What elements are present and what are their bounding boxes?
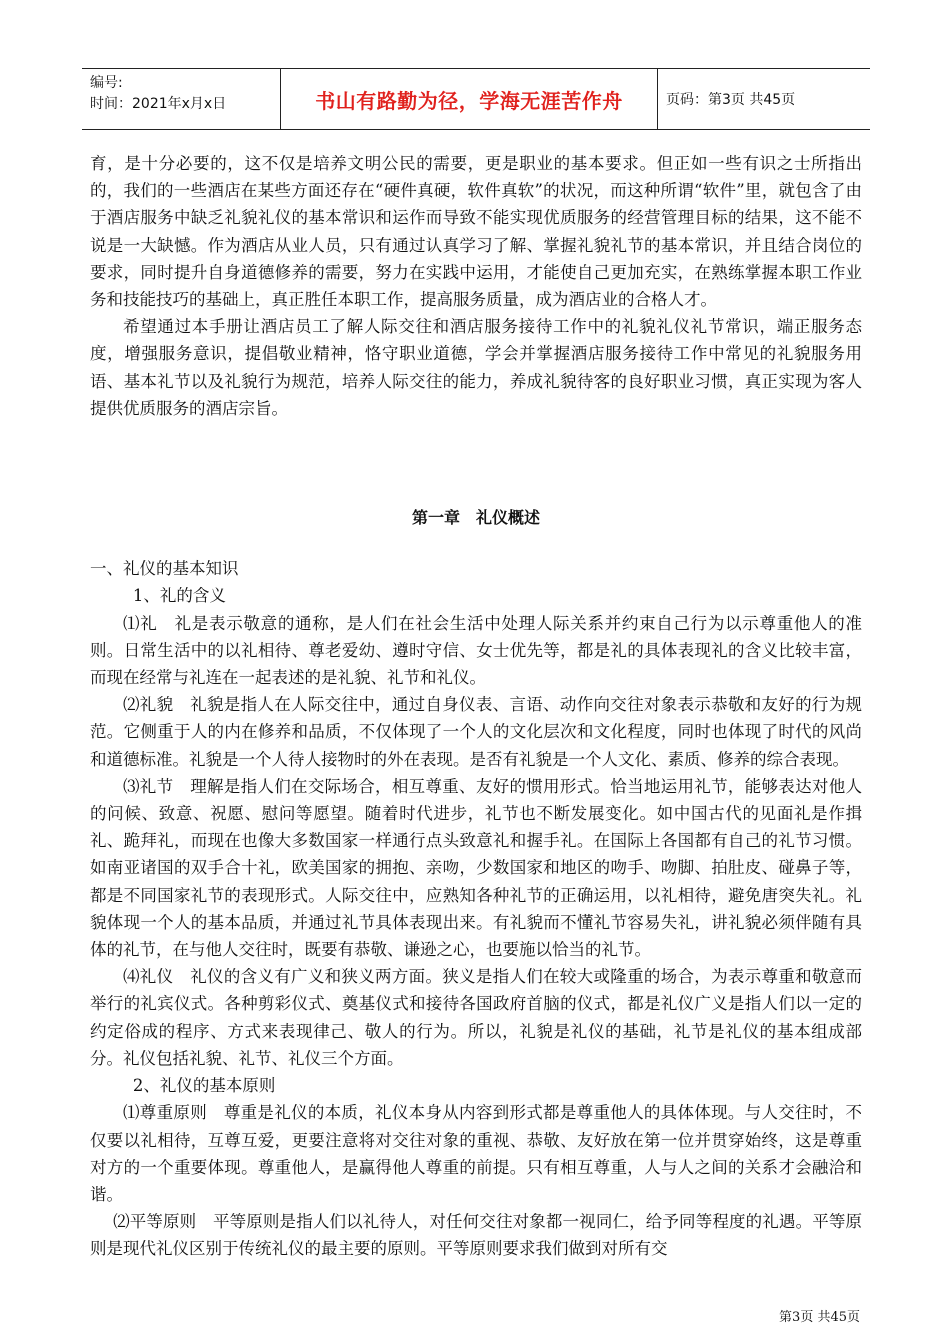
subsection-heading-2: 2、礼仪的基本原则: [132, 1076, 276, 1096]
section-heading-1: 一、礼仪的基本知识: [90, 559, 239, 579]
header-meta: [82, 69, 280, 129]
code-label: 编号:: [90, 75, 123, 91]
paragraph-lijie: ⑶礼节 理解是指人们在交际场合，相互尊重、友好的惯用形式。恰当地运用礼节，能够表达对他人的问候、致意、祝愿、慰问等愿望。随着时代进步，礼节也不断发展变化。如中国古代的见面礼是作揖礼、跪拜礼，而现在也像大多数国家一样通行点头致意礼和握手礼。在国际上各国都有自己的礼节习惯。如南亚诸国的双手合十礼，欧美国家的拥抱、亲吻，少数国家和地区的吻手、吻脚、拍肚皮、碰鼻子等，都是不同国家礼节的表现形式。人际交往中，应熟知各种礼节的正确运用，以礼相待，避免唐突失礼。礼貌体现一个人的基本品质，并通过礼节具体表现出来。有礼貌而不懂礼节容易失礼，讲礼貌必须伴随有具体的礼节，在与他人交往时，既要有恭敬、谦逊之心，也要施以恰当的礼节。: [90, 776, 862, 960]
header-motto: 书山有路勤为径，学海无涯苦作舟: [280, 69, 658, 129]
time-label: 时间：2021年x月x日: [90, 96, 227, 112]
subsection-heading-1: 1、礼的含义: [132, 586, 226, 606]
intro-paragraph-1: 育，是十分必要的，这不仅是培养文明公民的需要，更是职业的基本要求。但正如一些有识之士所指出的，我们的一些酒店在某些方面还存在“硬件真硬，软件真软”的状况，而这种所谓“软件”里，就包含了由于酒店服务中缺乏礼貌礼仪的基本常识和运作而导致不能实现优质服务的经营管理目标的结果，这不能不说是一大缺憾。作为酒店从业人员，只有通过认真学习了解、掌握礼貌礼节的基本常识，并且结合岗位的要求，同时提升自身道德修养的需要，努力在实践中运用，才能使自己更加充实，在熟练掌握本职工作业务和技能技巧的基础上，真正胜任本职工作，提高服务质量，成为酒店业的合格人才。: [90, 154, 862, 310]
document-body: [90, 150, 862, 1263]
paragraph-limao: ⑵礼貌 礼貌是指人在人际交往中，通过自身仪表、言语、动作向交往对象表示恭敬和友好的行为规范。它侧重于人的内在修养和品质，不仅体现了一个人的文化层次和文化程度，同时也体现了时代的风尚和道德标准。礼貌是一个人待人接物时的外在表现。是否有礼貌是一个人文化、素质、修养的综合表现。: [90, 695, 862, 769]
page-header: [82, 68, 870, 130]
paragraph-pingdeng: ⑵平等原则 平等原则是指人们以礼待人，对任何交往对象都一视同仁，给予同等程度的礼遇。平等原则是现代礼仪区别于传统礼仪的最主要的原则。平等原则要求我们做到对所有交: [90, 1212, 862, 1259]
paragraph-li: ⑴礼 礼是表示敬意的通称，是人们在社会生活中处理人际关系并约束自己行为以示尊重他人的准则。日常生活中的以礼相待、尊老爱幼、遵时守信、女士优先等，都是礼的具体表现礼的含义比较丰富，而现在经常与礼连在一起表述的是礼貌、礼节和礼仪。: [90, 613, 862, 688]
paragraph-liyi: ⑷礼仪 礼仪的含义有广义和狭义两方面。狭义是指人们在较大或隆重的场合，为表示尊重和敬意而举行的礼宾仪式。各种剪彩仪式、奠基仪式和接待各国政府首脑的仪式，都是礼仪广义是指人们以一定的约定俗成的程序、方式来表现律己、敬人的行为。所以，礼貌是礼仪的基础，礼节是礼仪的基本组成部分。礼仪包括礼貌、礼节、礼仪三个方面。: [90, 967, 862, 1068]
chapter-title: 第一章 礼仪概述: [411, 508, 540, 528]
header-page-info: 页码：第3页 共45页: [666, 92, 796, 108]
intro-paragraph-2: 希望通过本手册让酒店员工了解人际交往和酒店服务接待工作中的礼貌礼仪礼节常识，端正服务态度，增强服务意识，提倡敬业精神，恪守职业道德，学会并掌握酒店服务接待工作中常见的礼貌服务用语、基本礼节以及礼貌行为规范，培养人际交往的能力，养成礼貌待客的良好职业习惯，真正实现为客人提供优质服务的酒店宗旨。: [90, 317, 862, 418]
paragraph-zunzhong: ⑴尊重原则 尊重是礼仪的本质，礼仪本身从内容到形式都是尊重他人的具体体现。与人交往时，不仅要以礼相待，互尊互爱，更要注意将对交往对象的重视、恭敬、友好放在第一位并贯穿始终，这是尊重对方的一个重要体现。尊重他人，是赢得他人尊重的前提。只有相互尊重，人与人之间的关系才会融洽和谐。: [90, 1103, 862, 1204]
footer-page-number: 第3页 共45页: [779, 1310, 860, 1325]
